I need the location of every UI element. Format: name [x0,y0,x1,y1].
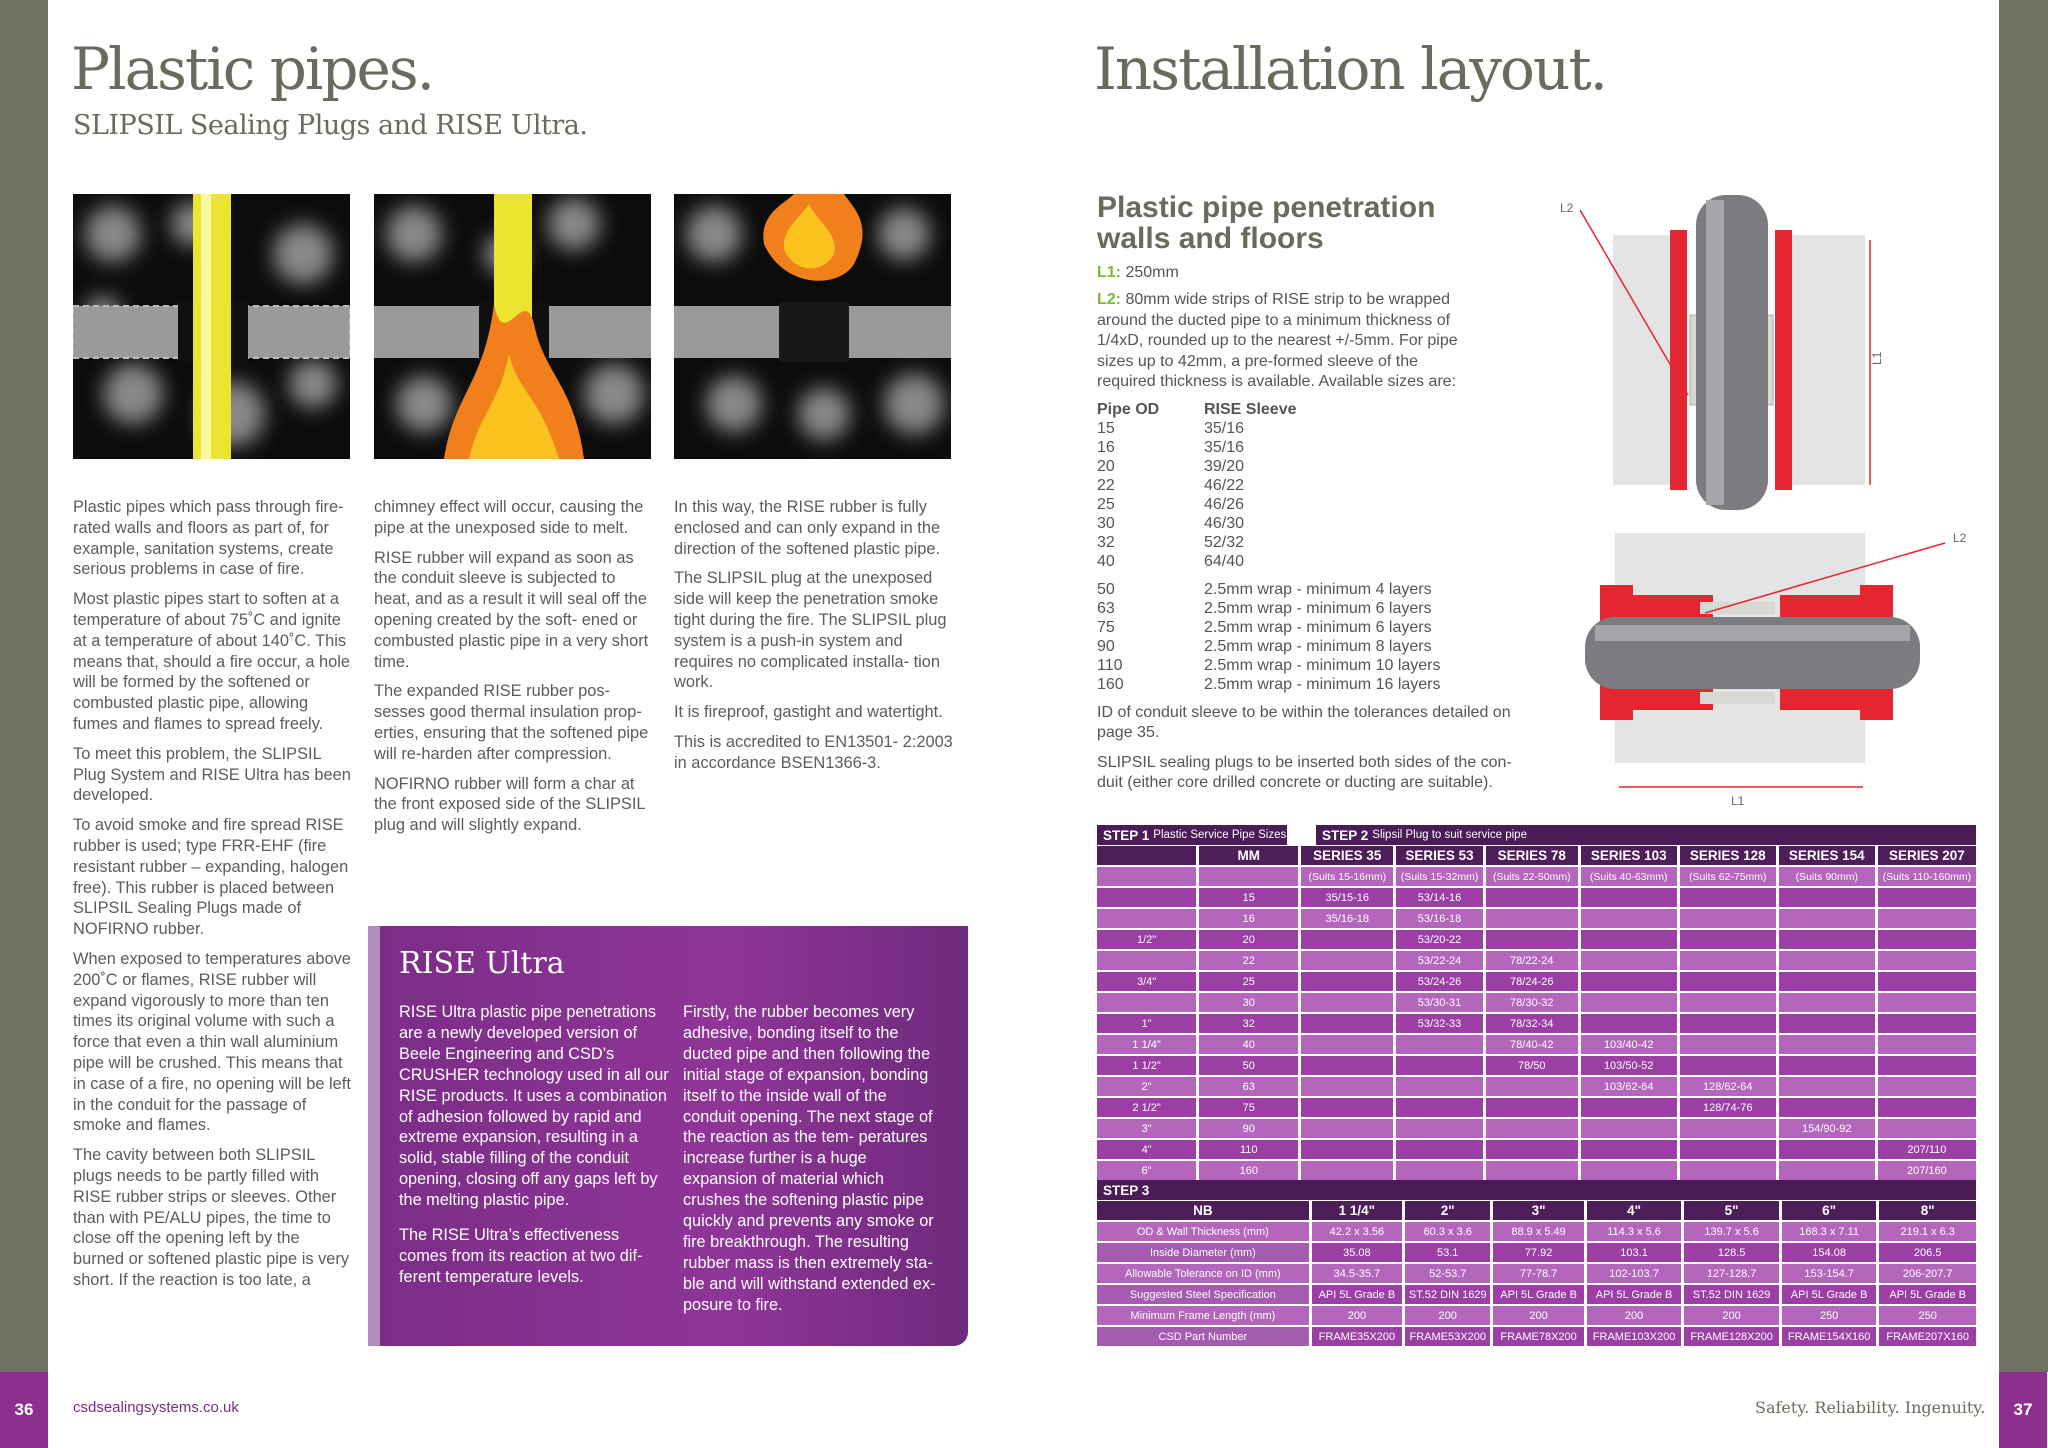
table-row: 22 53/22-24 78/22-24 [1097,951,1976,970]
rise-ultra-box [368,926,968,1346]
table-row: 1/2" 20 53/20-22 [1097,930,1976,949]
wrap-row: 75 2.5mm wrap - minimum 6 layers [1097,618,1432,636]
tagline: Safety. Reliability. Ingenuity. [1755,1398,1986,1417]
svg-text:L1: L1 [1731,794,1745,808]
section-heading: Plastic pipe penetration walls and floors [1097,191,1436,255]
rise-ultra-col1: RISE Ultra plastic pipe penetrations are a newly developed version of Beele Engineering and CSD’s CRUSHER technology used in all our RISE products. It uses a combination of adhesion followed by rapid and extreme expansion, resulting in a solid, stable filling of the conduit opening, closing off any gaps left by the melting plastic pipe. The RISE Ultra’s effectiveness comes from its reaction at two dif- ferent temperature levels. [399,1003,669,1286]
frame-spec-table: NB 1 1/4" 2" 3" 4" 5" 6" 8" OD & Wall Thickness (mm) 42.2 x 3.56 60.3 x 3.6 88.9 x 5.49 114.3 x 5.6 139.7 x 5.6 168.3 x 7.11 219.1 x 6.3 Inside Diameter (mm) 35.08 53.1 77.92 103.1 128.5 154.08 206.5 Allowable Tolerance on ID (mm) 34.5-35.7 52-53.7 77-78.7 102-103.7 127-128.7 153-154.7 206-207.7 Suggested Steel Specification API 5L Grade B ST.52 DIN 1629 API 5L Grade B API 5L Grade B ST.52 DIN 1629 API 5L Grade B API 5L Grade B Minimum Frame Length (mm) 200 200 200 200 200 250 250 CSD Part Number FRAME35X200 FRAME53X200 FRAME78X200 FRAME103X200 FRAME128X200 FRAME154X160 FRAME207X160 [1094,1199,1979,1348]
table-row: Suggested Steel Specification API 5L Grade B ST.52 DIN 1629 API 5L Grade B API 5L Grade B ST.52 DIN 1629 API 5L Grade B API 5L Grade B [1097,1285,1976,1304]
step2-header: STEP 2 Slipsil Plug to suit service pipe [1316,825,1976,845]
table-row: 30 53/30-31 78/30-32 [1097,993,1976,1012]
size-row: 32 52/32 [1097,533,1245,551]
col-pipe-od: Pipe OD [1097,400,1160,418]
plug-selection-table: MM SERIES 35 SERIES 53 SERIES 78 SERIES 103 SERIES 128 SERIES 154 SERIES 207 (Suits 15-16mm) (Suits 15-32mm) (Suits 22-50mm) (Suits 40-63mm) (Suits 62-75mm) (Suits 90mm) (Suits 110-160mm) 15 35/15-16 53/14-16 16 35/16-18 53/16-18 1/2" 20 53/20-22 22 53/22-24 78/22-24 3/4" 25 53/24-26 78/24-26 30 53/30-31 78/30-32 1" 32 53/32-33 78/32-34 1 1/4" 40 78/40-42 103/40-42 1 1/2" 50 78/50 103/50-52 2" 63 103/62-64 128/62-64 2 1/2" 75 128/74-76 3" 90 154/90-92 4" 110 207/110 6" 160 207/160 [1094,844,1979,1182]
size-row: 16 35/16 [1097,438,1245,456]
wrap-row: 110 2.5mm wrap - minimum 10 layers [1097,656,1441,674]
size-row: 30 46/30 [1097,514,1245,532]
table-row: OD & Wall Thickness (mm) 42.2 x 3.56 60.3 x 3.6 88.9 x 5.49 114.3 x 5.6 139.7 x 5.6 168.3 x 7.11 219.1 x 6.3 [1097,1222,1976,1241]
series-header: SERIES 103 [1581,846,1677,865]
svg-text:L2: L2 [1560,201,1574,215]
size-row: 25 46/26 [1097,495,1245,513]
size-row: 15 35/16 [1097,419,1245,437]
step1-header: STEP 1 Plastic Service Pipe Sizes [1097,825,1287,845]
table-row: Minimum Frame Length (mm) 200 200 200 200 200 250 250 [1097,1306,1976,1325]
right-page-title: Installation layout. [1094,35,1607,103]
left-column-2: chimney effect will occur, causing the pipe at the unexposed side to melt. RISE rubber will expand as soon as the conduit sleeve is subjected to heat, and as a result it will seal off the opening created by the soft- ened or combusted plastic pipe in a very short time. The expanded RISE rubber pos- sesses good thermal insulation prop- erties, ensuring that the softened pipe will re-harden after compression. NOFIRNO rubber will form a char at the front exposed side of the SLIPSIL plug and will slightly expand. [374,498,649,835]
series-header: SERIES 154 [1779,846,1875,865]
illustration-pipe-fire [374,194,651,459]
table-row: 15 35/15-16 53/14-16 [1097,888,1976,907]
table-row: 1 1/4" 40 78/40-42 103/40-42 [1097,1035,1976,1054]
left-page-subtitle: SLIPSIL Sealing Plugs and RISE Ultra. [73,110,588,141]
svg-text:L2: L2 [1953,531,1967,545]
table-row: 3" 90 154/90-92 [1097,1119,1976,1138]
size-row: 20 39/20 [1097,457,1245,475]
page-number-left: 36 [0,1372,48,1448]
table-row: 16 35/16-18 53/16-18 [1097,909,1976,928]
left-column-1: Plastic pipes which pass through fire-rated walls and floors as part of, for example, sanitation systems, create serious problems in case of fire. Most plastic pipes start to soften at a temperature of about 75˚C and ignite at a temperature of about 140˚C. This means that, should a fire occur, a hole will be formed by the softened or combusted plastic pipe, allowing fumes and flames to spread freely. To meet this problem, the SLIPSIL Plug System and RISE Ultra has been developed. To avoid smoke and fire spread RISE rubber is used; type FRR-EHF (fire resistant rubber – expanding, halogen free). This rubber is placed between SLIPSIL Sealing Plugs made of NOFIRNO rubber. When exposed to temperatures above 200˚C or flames, RISE rubber will expand vigorously to more than ten times its original volume with such a force that even a thin wall aluminium pipe will be crushed. This means that in case of a fire, no opening will be left in the conduit for the passage of smoke and flames. The cavity between both SLIPSIL plugs needs to be partly filled with RISE rubber strips or sleeves. Other than with PE/ALU pipes, the time to close off the opening left by the burned or softened plastic pipe is very short. If the reaction is too late, a [73,498,351,1289]
website-link[interactable]: csdsealingsystems.co.uk [73,1399,239,1416]
wrap-row: 63 2.5mm wrap - minimum 6 layers [1097,599,1432,617]
page-number-right: 37 [1999,1372,2047,1448]
illustration-pipe-normal [73,194,350,459]
table-row: Inside Diameter (mm) 35.08 53.1 77.92 103.1 128.5 154.08 206.5 [1097,1243,1976,1262]
table-row: 2 1/2" 75 128/74-76 [1097,1098,1976,1117]
table-row: 4" 110 207/110 [1097,1140,1976,1159]
wrap-row: 160 2.5mm wrap - minimum 16 layers [1097,675,1441,693]
series-header: SERIES 128 [1680,846,1776,865]
installation-diagram [1545,185,1975,810]
series-header: SERIES 53 [1396,846,1483,865]
rise-ultra-title: RISE Ultra [399,946,565,981]
table-row: 6" 160 207/160 [1097,1161,1976,1180]
table-row: CSD Part Number FRAME35X200 FRAME53X200 FRAME78X200 FRAME103X200 FRAME128X200 FRAME154X160 FRAME207X160 [1097,1327,1976,1346]
wrap-row: 50 2.5mm wrap - minimum 4 layers [1097,580,1432,598]
sleeve-sizes-table [1097,400,1537,694]
rise-ultra-col2: Firstly, the rubber becomes very adhesive, bonding itself to the ducted pipe and then following the initial stage of expansion, bonding itself to the inside wall of the conduit opening. The next stage of the reaction as the tem- peratures increase further is a huge expansion of material which crushes the softening plastic pipe quickly and prevents any smoke or fire breakthrough. The resulting rubber mass is then extremely sta- ble and will withstand extended ex- posure to fire. [683,1003,936,1314]
spec-text: L1: 250mm L2: 80mm wide strips of RISE strip to be wrapped around the ducted pipe to a minimum thickness of 1/4xD, rounded up to the nearest +/-5mm. For pipe sizes up to 42mm, a pre-formed sleeve of the required thickness is available. Available sizes are: Pipe OD RISE Sleeve 15 35/16 16 35/16 20 39/20 22 46/22 25 46/26 30 46/30 32 52/32 40 64/40 50 2.5mm wrap - minimum 4 layers 63 2.5mm wrap - minimum 6 layers 75 2.5mm wrap - minimum 6 layers 90 2.5mm wrap - minimum 8 layers 110 2.5mm wrap - minimum 10 layers 160 2.5mm wrap - minimum 16 layers ID of conduit sleeve to be within the tolerances detailed on page 35. SLIPSIL sealing plugs to be inserted both sides of the con- duit (either core drilled concrete or ducting are suitable). [1097,263,1537,794]
series-header: SERIES 207 [1878,846,1976,865]
svg-text:L1: L1 [1870,351,1884,365]
col-rise-sleeve: RISE Sleeve [1204,400,1297,418]
left-page-title: Plastic pipes. [71,35,434,103]
table-row: 2" 63 103/62-64 128/62-64 [1097,1077,1976,1096]
right-margin-bar [1999,0,2048,1372]
step3-header: STEP 3 [1097,1180,1976,1200]
series-header: SERIES 35 [1301,846,1393,865]
size-row: 22 46/22 [1097,476,1245,494]
series-header: SERIES 78 [1486,846,1578,865]
left-margin-bar [0,0,48,1372]
table-row: Allowable Tolerance on ID (mm) 34.5-35.7 52-53.7 77-78.7 102-103.7 127-128.7 153-154.7 206-207.7 [1097,1264,1976,1283]
illustration-pipe-sealed [674,194,951,459]
left-column-3: In this way, the RISE rubber is fully enclosed and can only expand in the direction of the softened plastic pipe. The SLIPSIL plug at the unexposed side will keep the penetration smoke tight during the fire. The SLIPSIL plug system is a push-in system and requires no complicated installa- tion work. It is fireproof, gastight and watertight. This is accredited to EN13501- 2:2003 in accordance BSEN1366-3. [674,498,953,772]
table-row: 1" 32 53/32-33 78/32-34 [1097,1014,1976,1033]
table-row: 3/4" 25 53/24-26 78/24-26 [1097,972,1976,991]
wrap-row: 90 2.5mm wrap - minimum 8 layers [1097,637,1432,655]
size-row: 40 64/40 [1097,552,1245,570]
table-row: 1 1/2" 50 78/50 103/50-52 [1097,1056,1976,1075]
